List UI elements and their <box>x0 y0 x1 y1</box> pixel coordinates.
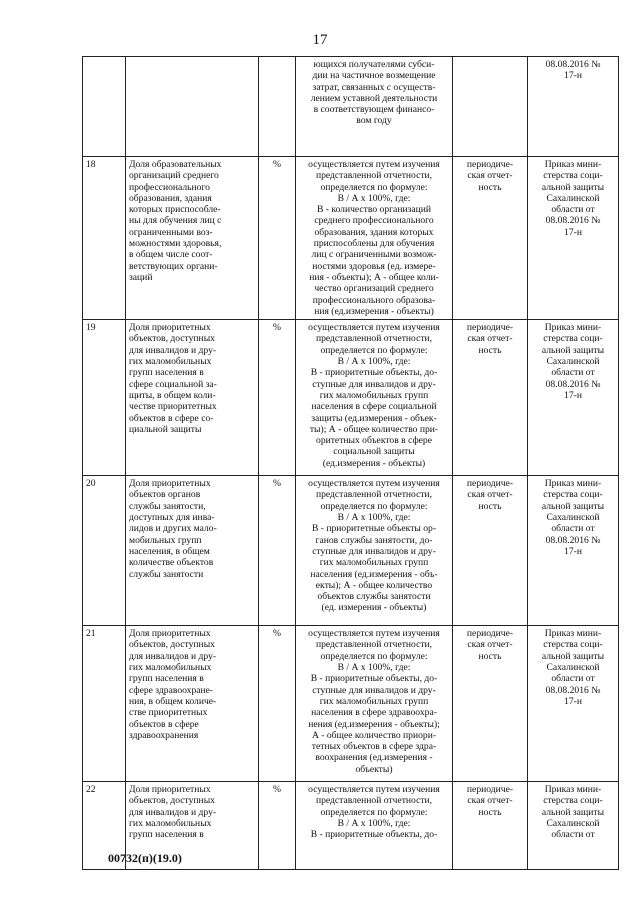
unit-cell: % <box>259 782 296 870</box>
data-source-cell: периодиче- ская отчет- ность <box>453 626 528 782</box>
calculation-method <box>296 476 453 626</box>
unit-cell <box>259 57 296 157</box>
method-paragraph: осуществляется путем изучения представленной отчетности, определяется по формуле: В / А x 100%, где: <box>308 628 440 674</box>
method-paragraph: В - приоритетные объекты, до- <box>310 829 438 841</box>
row-number: 21 <box>83 626 126 782</box>
table-body <box>83 57 619 870</box>
calculation-method <box>296 157 453 320</box>
row-number <box>83 57 126 157</box>
unit-cell: % <box>259 157 296 320</box>
data-source-cell: периодиче- ская отчет- ность <box>453 320 528 476</box>
data-source-cell: периодиче- ская отчет- ность <box>453 157 528 320</box>
data-source-cell: периодиче- ская отчет- ность <box>453 782 528 870</box>
data-source-cell <box>453 57 528 157</box>
indicator-name: Доля образовательных организаций среднего профессионального образования, здания которых приспособле- ны для обучения лиц с ограниченными воз- можностями здоровья, в общем числе соот- ветствующих органи- заций <box>126 157 259 320</box>
table-row <box>83 57 619 157</box>
calculation-method <box>296 626 453 782</box>
page-number: 17 <box>312 32 328 48</box>
method-paragraph: В - приоритетные объекты ор- ганов службы занятости, до- ступные для инвалидов и дру- гих маломобильных групп населения (ед.измерения - объ- екты); А - общее количество объектов службы занятости (ед. измерения - объекты) <box>310 523 438 614</box>
row-number: 22 <box>83 782 126 870</box>
method-paragraph: В - количество организаций среднего профессионального образования, здания которых приспособлены для обучения лиц с ограниченными возмож- ностями здоровья (ед. измере- ния - объекты); А - общее коли- чество организаций среднего профессионального образова- ния (ед.измерения - объекты) <box>309 204 439 317</box>
table-row <box>83 320 619 476</box>
method-paragraph: ющихся получателями субси- дии на частичное возмещение затрат, связанных с осуществ- лением уставной деятельности в соответствующем финансо- вом году <box>310 59 438 127</box>
row-number: 19 <box>83 320 126 476</box>
data-source-cell: периодиче- ская отчет- ность <box>453 476 528 626</box>
indicator-name: Доля приоритетных объектов, доступных для инвалидов и дру- гих маломобильных групп населения в сфере здравоохране- ния, в общем количе- стве приоритетных объектов в сфере здравоохранения <box>126 626 259 782</box>
indicator-name: Доля приоритетных объектов органов службы занятости, доступных для инва- лидов и других мало- мобильных групп населения, в общем количестве объектов службы занятости <box>126 476 259 626</box>
row-number: 18 <box>83 157 126 320</box>
indicator-table <box>82 56 619 870</box>
calculation-method <box>296 57 453 157</box>
method-paragraph: В - приоритетные объекты, до- ступные для инвалидов и дру- гих маломобильных групп населения в сфере здравоохра- нения (ед.измерения - объекты); А - общее количество приори- тетных объектов в сфере здра- воохранения (ед.измерения - объекты) <box>308 673 440 775</box>
unit-cell: % <box>259 320 296 476</box>
unit-cell: % <box>259 626 296 782</box>
method-paragraph: осуществляется путем изучения представленной отчетности, определяется по формуле: В / А x 100%, где: <box>308 784 440 830</box>
indicator-name <box>126 57 259 157</box>
calculation-method <box>296 320 453 476</box>
table-row <box>83 476 619 626</box>
document-code: 00732(п)(19.0) <box>108 851 182 865</box>
unit-cell: % <box>259 476 296 626</box>
legal-act-cell: 08.08.2016 № 17-н <box>528 57 619 157</box>
method-paragraph: осуществляется путем изучения представленной отчетности, определяется по формуле: В / А x 100%, где: <box>308 478 440 524</box>
indicator-name: Доля приоритетных объектов, доступных для инвалидов и дру- гих маломобильных групп населения в <box>126 782 259 870</box>
indicator-name: Доля приоритетных объектов, доступных для инвалидов и дру- гих маломобильных групп населения в сфере социальной за- щиты, в общем коли- честве приоритетных объектов в сфере со- циальной защиты <box>126 320 259 476</box>
legal-act-cell: Приказ мини- стерства соци- альной защиты Сахалинской области от 08.08.2016 № 17-н <box>528 626 619 782</box>
method-paragraph: В - приоритетные объекты, до- ступные для инвалидов и дру- гих маломобильных групп населения в сфере социальной защиты (ед.измерения - объек- ты); А - общее количество при- оритетных объектов в сфере социальной защиты (ед.измерения - объекты) <box>309 367 439 469</box>
method-paragraph: осуществляется путем изучения представленной отчетности, определяется по формуле: В / А x 100%, где: <box>308 322 440 368</box>
legal-act-cell: Приказ мини- стерства соци- альной защиты Сахалинской области от 08.08.2016 № 17-н <box>528 320 619 476</box>
table-row <box>83 626 619 782</box>
table-row <box>83 157 619 320</box>
legal-act-cell: Приказ мини- стерства соци- альной защиты Сахалинской области от <box>528 782 619 870</box>
row-number: 20 <box>83 476 126 626</box>
method-paragraph: осуществляется путем изучения представленной отчетности, определяется по формуле: В / А x 100%, где: <box>308 159 440 204</box>
legal-act-cell: Приказ мини- стерства соци- альной защиты Сахалинской области от 08.08.2016 № 17-н <box>528 476 619 626</box>
calculation-method <box>296 782 453 870</box>
legal-act-cell: Приказ мини- стерства соци- альной защиты Сахалинской области от 08.08.2016 № 17-н <box>528 157 619 320</box>
